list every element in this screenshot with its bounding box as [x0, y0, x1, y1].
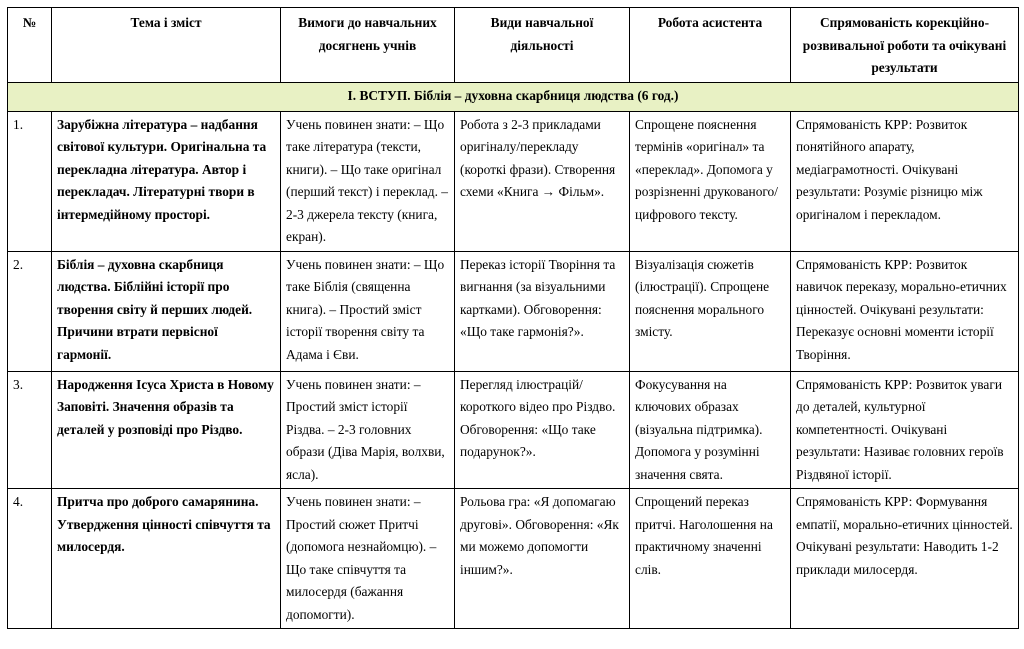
row-number: 3.: [8, 371, 52, 489]
lesson-plan-table: [7, 7, 1019, 629]
row-results: Спрямованість КРР: Розвиток навичок переказу, морально-етичних цінностей. Очікувані результати: Переказує основні моменти історії Творіння.: [791, 251, 1019, 371]
row-activities: Рольова гра: «Я допомагаю другові». Обговорення: «Як ми можемо допомогти іншим?».: [455, 489, 630, 629]
table-row: [8, 251, 1019, 371]
row-requirements: Учень повинен знати: – Простий сюжет Притчі (допомога незнайомцю). – Що таке співчуття та милосердя (бажання допомогти).: [281, 489, 455, 629]
row-number: 4.: [8, 489, 52, 629]
row-requirements: Учень повинен знати: – Що таке література (тексти, книги). – Що таке оригінал (перший текст) і переклад. – 2-3 джерела тексту (книга, екран).: [281, 111, 455, 251]
header-requirements: Вимоги до навчальних досягнень учнів: [281, 8, 455, 83]
row-requirements: Учень повинен знати: – Що таке Біблія (священна книга). – Простий зміст історії творення світу та Адама і Єви.: [281, 251, 455, 371]
header-number: №: [8, 8, 52, 83]
table-row: [8, 371, 1019, 489]
section-row: [8, 82, 1019, 111]
header-topic: Тема і зміст: [52, 8, 281, 83]
table-row: [8, 111, 1019, 251]
section-title: I. ВСТУП. Біблія – духовна скарбниця людства (6 год.): [8, 82, 1019, 111]
row-activities: Перегляд ілюстрацій/короткого відео про Різдво. Обговорення: «Що таке подарунок?».: [455, 371, 630, 489]
row-number: 2.: [8, 251, 52, 371]
row-assistant: Фокусування на ключових образах (візуальна підтримка). Допомога у розумінні значення свята.: [630, 371, 791, 489]
row-topic: Біблія – духовна скарбниця людства. Біблійні історії про творення світу й перших людей. Причини втрати первісної гармонії.: [52, 251, 281, 371]
row-assistant: Візуалізація сюжетів (ілюстрації). Спрощене пояснення морального змісту.: [630, 251, 791, 371]
header-assistant: Робота асистента: [630, 8, 791, 83]
row-results: Спрямованість КРР: Формування емпатії, морально-етичних цінностей. Очікувані результати: Наводить 1-2 приклади милосердя.: [791, 489, 1019, 629]
row-results: Спрямованість КРР: Розвиток уваги до деталей, культурної компетентності. Очікувані результати: Називає головних героїв Різдвяної історії.: [791, 371, 1019, 489]
row-topic: Притча про доброго самарянина. Утвердження цінності співчуття та милосердя.: [52, 489, 281, 629]
row-topic: Народження Ісуса Христа в Новому Заповіті. Значення образів та деталей у розповіді про Різдво.: [52, 371, 281, 489]
row-assistant: Спрощений переказ притчі. Наголошення на практичному значенні слів.: [630, 489, 791, 629]
header-row: [8, 8, 1019, 83]
row-activities: Переказ історії Творіння та вигнання (за візуальними картками). Обговорення: «Що таке гармонія?».: [455, 251, 630, 371]
row-results: Спрямованість КРР: Розвиток понятійного апарату, медіаграмотності. Очікувані результати: Розуміє різницю між оригіналом і перекладом.: [791, 111, 1019, 251]
table-row: [8, 489, 1019, 629]
row-requirements: Учень повинен знати: – Простий зміст історії Різдва. – 2-3 головних образи (Діва Марія, волхви, ясла).: [281, 371, 455, 489]
row-activities: Робота з 2-3 прикладами оригіналу/перекладу (короткі фрази). Створення схеми «Книга → Фільм».: [455, 111, 630, 251]
header-activities: Види навчальної діяльності: [455, 8, 630, 83]
row-topic: Зарубіжна література – надбання світової культури. Оригінальна та перекладна література. Автор і перекладач. Літературні твори в інтермедійному просторі.: [52, 111, 281, 251]
header-results: Спрямованість корекційно-розвивальної роботи та очікувані результати: [791, 8, 1019, 83]
row-number: 1.: [8, 111, 52, 251]
row-assistant: Спрощене пояснення термінів «оригінал» та «переклад». Допомога у розрізненні друкованого/цифрового тексту.: [630, 111, 791, 251]
